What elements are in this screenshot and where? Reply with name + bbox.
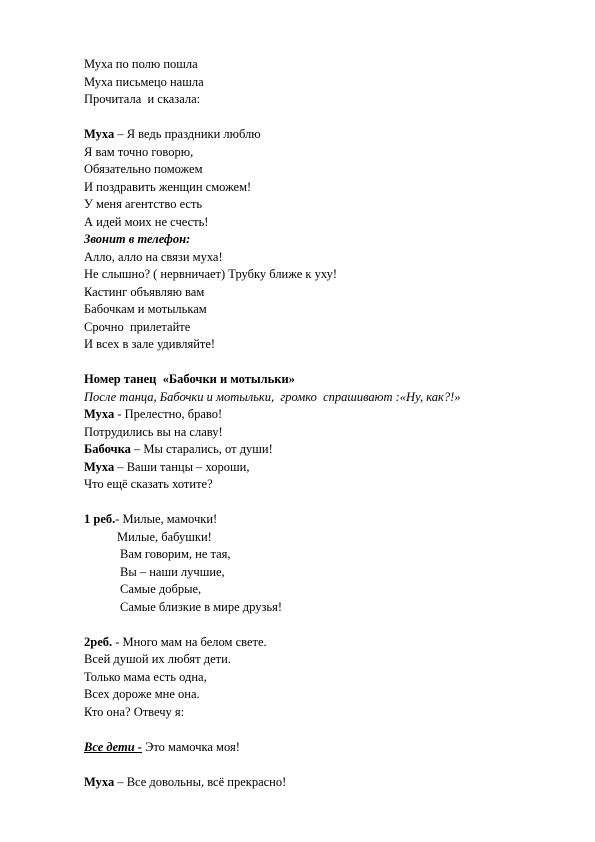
dialogue-text: – Ваши танцы – хороши, <box>114 459 250 474</box>
dialogue-line <box>84 406 564 424</box>
speaker-name: Муха <box>84 407 115 421</box>
speaker-name: Муха <box>84 774 115 789</box>
dialogue-text: Это мамочка моя! <box>141 739 240 754</box>
text-line: Муха по полю пошла <box>84 57 198 71</box>
text-line: И всех в зале удивляйте! <box>84 337 216 351</box>
dialogue-text: - Милые, мамочки! <box>115 512 218 526</box>
text-line: Обязательно поможем <box>84 162 203 176</box>
text-line: Я вам точно говорю, <box>84 144 194 159</box>
text-line: Милые, бабушки! <box>117 529 212 544</box>
text-line: Муха письмецо нашла <box>84 74 204 89</box>
dialogue-line <box>84 739 564 757</box>
dialogue-text: – Я ведь праздники люблю <box>114 127 261 141</box>
speaker-name: Бабочка <box>84 442 131 456</box>
dialogue-line <box>84 511 564 529</box>
dialogue-text: - Много мам на белом свете. <box>112 634 267 649</box>
speaker-name: 1 реб. <box>84 512 116 526</box>
dialogue-line <box>84 634 564 652</box>
dialogue-text: - Прелестно, браво! <box>114 407 223 421</box>
speaker-name: Муха <box>84 127 115 141</box>
dialogue-line <box>84 441 564 459</box>
speaker-name: Все дети - <box>84 739 142 754</box>
text-line: Алло, алло на связи муха! <box>84 249 223 264</box>
text-line: Только мама есть одна, <box>84 669 207 684</box>
text-line: Вы – наши лучшие, <box>120 564 225 579</box>
text-line: Прочитала и сказала: <box>84 92 201 106</box>
dialogue-line <box>84 126 564 144</box>
blank-line <box>84 756 564 774</box>
text-line: Кастинг объявляю вам <box>84 284 205 299</box>
text-line: Срочно прилетайте <box>84 319 191 334</box>
text-line: Самые добрые, <box>120 582 202 596</box>
dialogue-line <box>84 459 564 477</box>
stage-direction: После танца, Бабочки и мотыльки, громко спрашивают :«Ну, как?!» <box>84 389 461 404</box>
stage-direction: Звонит в телефон: <box>84 232 191 246</box>
text-line: А идей моих не счесть! <box>84 214 209 229</box>
text-line: Всех дороже мне она. <box>84 687 200 701</box>
blank-line <box>84 494 564 512</box>
blank-line <box>84 721 564 739</box>
text-line: Кто она? Отвечу я: <box>84 704 185 719</box>
speaker-name: Муха <box>84 459 115 474</box>
text-line: Что ещё сказать хотите? <box>84 477 213 491</box>
text-line: Потрудились вы на славу! <box>84 424 223 439</box>
text-line: Самые близкие в мире друзья! <box>120 599 283 614</box>
number-heading: Номер танец «Бабочки и мотыльки» <box>84 372 295 386</box>
text-line: Бабочкам и мотылькам <box>84 302 207 316</box>
dialogue-line <box>84 774 564 792</box>
script-text <box>84 56 564 791</box>
text-line: Всей душой их любят дети. <box>84 652 231 666</box>
text-line: Вам говорим, не тая, <box>120 547 231 561</box>
text-line: У меня агентство есть <box>84 197 203 211</box>
text-line: Не слышно? ( нервничает) Трубку ближе к уху! <box>84 267 338 281</box>
dialogue-text: – Все довольны, всё прекрасно! <box>114 774 287 789</box>
blank-line <box>84 616 564 634</box>
text-line: И поздравить женщин сможем! <box>84 179 252 194</box>
blank-line <box>84 109 564 127</box>
dialogue-text: – Мы старались, от души! <box>130 442 273 456</box>
speaker-name: 2реб. <box>84 634 113 649</box>
blank-line <box>84 354 564 372</box>
